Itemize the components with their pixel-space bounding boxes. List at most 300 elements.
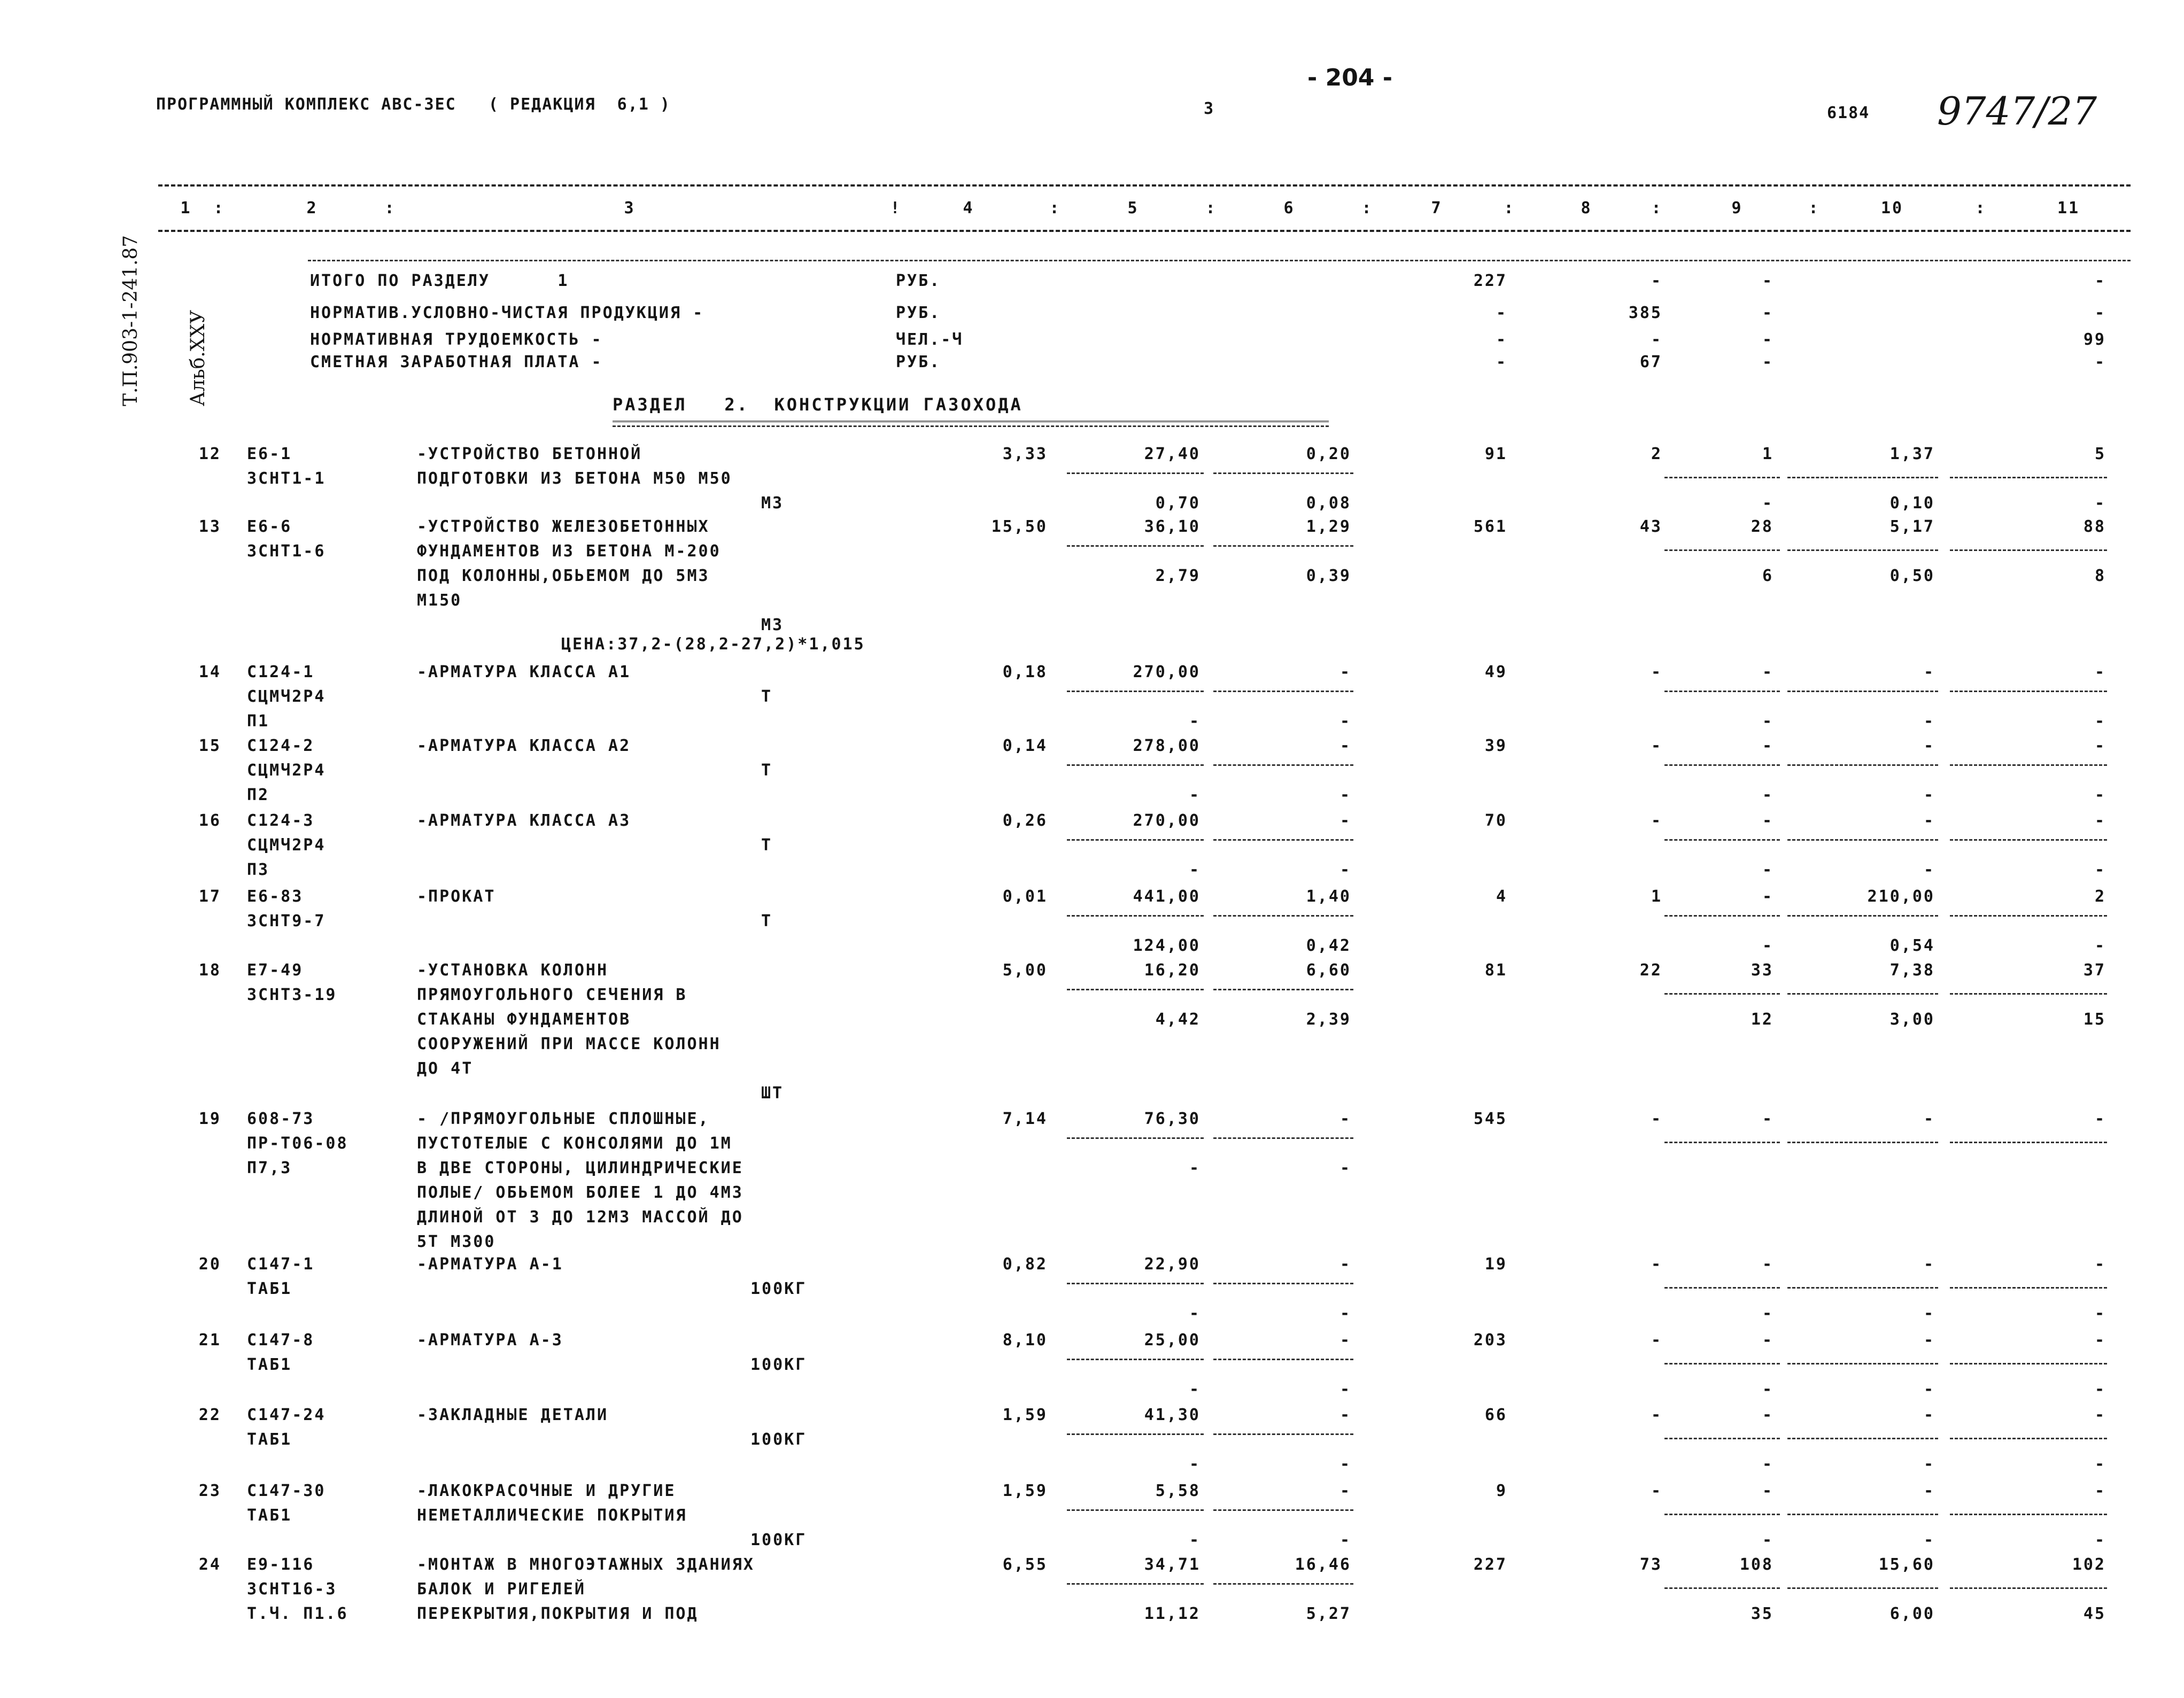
row-labor-total: - (2094, 1110, 2106, 1128)
column-header-19: : (1975, 199, 1987, 218)
row-unit-wage: - (1339, 1110, 1351, 1128)
row-subline-col11 (1950, 1287, 2107, 1289)
row-description: -МОНТАЖ В МНОГОЭТАЖНЫХ ЗДАНИЯХ (417, 1555, 755, 1574)
row-subline-col5 (1067, 839, 1204, 841)
row-unit-price: 270,00 (1133, 663, 1201, 681)
row-labor-total-machine: - (2094, 1455, 2106, 1474)
row-description: БАЛОК И РИГЕЛЕЙ (417, 1580, 586, 1599)
row-net-output: 43 (1639, 517, 1662, 536)
totals-unit: РУБ. (896, 353, 941, 371)
row-total-cost: 227 (1473, 1555, 1507, 1574)
row-subline-col11 (1950, 549, 2107, 551)
row-unit-price: 34,71 (1144, 1555, 1201, 1574)
row-subline-col11 (1950, 1587, 2107, 1589)
row-total-wage: 28 (1751, 517, 1773, 536)
row-total-wage: - (1762, 1331, 1773, 1350)
row-code: ТАБ1 (247, 1280, 292, 1298)
row-code: П2 (247, 786, 270, 804)
column-header-17: : (1808, 199, 1820, 218)
row-net-output: 22 (1639, 961, 1662, 980)
row-unit: 100КГ (750, 1430, 807, 1449)
row-description: СТАКАНЫ ФУНДАМЕНТОВ (417, 1010, 631, 1029)
row-labor-total: - (2094, 1331, 2106, 1350)
totals-col7: - (1496, 304, 1507, 322)
row-labor-unit: 1,37 (1889, 445, 1935, 463)
row-machine-wage: 12 (1751, 1010, 1773, 1029)
row-subline-col5 (1067, 545, 1204, 547)
row-machine-wage: 35 (1751, 1604, 1773, 1623)
row-labor-total: 88 (2083, 517, 2106, 536)
row-quantity: 6,55 (1002, 1555, 1048, 1574)
row-code: П7,3 (247, 1159, 292, 1177)
row-subline-col11 (1950, 1438, 2107, 1439)
row-number: 24 (198, 1555, 221, 1574)
row-machine-wage: - (1762, 860, 1773, 879)
row-subline-col10 (1787, 1142, 1938, 1143)
row-labor-unit: - (1923, 663, 1935, 681)
row-unit: Т (761, 836, 773, 855)
row-net-output: 73 (1639, 1555, 1662, 1574)
row-description: -АРМАТУРА А-1 (417, 1255, 563, 1274)
row-unit-price-machine: - (1189, 860, 1201, 879)
row-labor-total-machine: 15 (2083, 1010, 2106, 1029)
program-title: ПРОГРАММНЫЙ КОМПЛЕКС АВС-3ЕС ( РЕДАКЦИЯ 6,1 ) (156, 95, 671, 114)
row-unit-price-machine: - (1189, 1304, 1201, 1323)
row-labor-total-machine: - (2094, 936, 2106, 955)
row-subline-col9 (1664, 764, 1780, 766)
row-total-cost: 561 (1473, 517, 1507, 536)
row-machine-wage: - (1762, 786, 1773, 804)
row-code: Е9-116 (247, 1555, 315, 1574)
row-unit-wage-machine: 0,42 (1306, 936, 1351, 955)
row-labor-unit-machine: 6,00 (1889, 1604, 1935, 1623)
row-net-output: - (1651, 811, 1662, 830)
row-quantity: 0,18 (1002, 663, 1048, 681)
row-total-wage: - (1762, 663, 1773, 681)
row-description: -АРМАТУРА КЛАССА А3 (417, 811, 631, 830)
row-net-output: - (1651, 1406, 1662, 1424)
column-header-18: 10 (1880, 199, 1904, 218)
row-code: С147-8 (247, 1331, 315, 1350)
row-unit: М3 (761, 494, 784, 513)
row-subline-col6 (1213, 1509, 1353, 1511)
row-labor-total: - (2094, 811, 2106, 830)
row-labor-total: - (2094, 663, 2106, 681)
row-unit-wage: - (1339, 1482, 1351, 1500)
row-number: 23 (198, 1482, 221, 1500)
row-total-cost: 91 (1484, 445, 1507, 463)
row-unit-price-machine: 4,42 (1155, 1010, 1201, 1029)
row-description: ПЕРЕКРЫТИЯ,ПОКРЫТИЯ И ПОД (417, 1604, 699, 1623)
row-total-wage: - (1762, 811, 1773, 830)
row-unit-price-machine: 0,70 (1155, 494, 1201, 513)
row-unit-price: 278,00 (1133, 736, 1201, 755)
column-header-9: : (1205, 199, 1217, 218)
column-header-16: 9 (1731, 199, 1743, 218)
column-header-11: : (1361, 199, 1373, 218)
row-unit-wage: 16,46 (1295, 1555, 1351, 1574)
row-subline-col9 (1664, 1587, 1780, 1589)
row-subline-col5 (1067, 1137, 1204, 1139)
row-description: -УСТАНОВКА КОЛОНН (417, 961, 609, 980)
row-code: ЗСНТ16-3 (247, 1580, 337, 1599)
row-subline-col6 (1213, 915, 1353, 917)
row-labor-total-machine: - (2094, 712, 2106, 731)
row-code: ЗСНТ1-1 (247, 469, 326, 488)
row-total-cost: 203 (1473, 1331, 1507, 1350)
row-unit-wage-machine: 0,08 (1306, 494, 1351, 513)
row-number: 22 (198, 1406, 221, 1424)
row-quantity: 3,33 (1002, 445, 1048, 463)
row-code: С124-1 (247, 663, 315, 681)
row-unit-price: 441,00 (1133, 887, 1201, 906)
totals-col9: - (1762, 353, 1773, 371)
row-labor-total: - (2094, 1255, 2106, 1274)
row-unit-wage: - (1339, 1331, 1351, 1350)
row-labor-total: 37 (2083, 961, 2106, 980)
row-quantity: 0,82 (1002, 1255, 1048, 1274)
row-subline-col9 (1664, 915, 1780, 917)
row-labor-unit: - (1923, 1406, 1935, 1424)
totals-col11: - (2094, 304, 2106, 322)
row-subline-col5 (1067, 764, 1204, 766)
totals-top-rule (308, 260, 2131, 261)
row-description: -ПРОКАТ (417, 887, 496, 906)
totals-label: СМЕТНАЯ ЗАРАБОТНАЯ ПЛАТА - (310, 353, 603, 371)
column-header-14: 8 (1581, 199, 1592, 218)
totals-col8: - (1651, 272, 1662, 290)
row-unit: 100КГ (750, 1355, 807, 1374)
totals-col8: - (1651, 330, 1662, 349)
row-subline-col11 (1950, 839, 2107, 841)
row-subline-col9 (1664, 1514, 1780, 1515)
column-header-8: 5 (1127, 199, 1139, 218)
row-number: 20 (198, 1255, 221, 1274)
row-labor-unit-machine: 0,50 (1889, 567, 1935, 585)
totals-col11: - (2094, 272, 2106, 290)
row-unit-price-machine: 11,12 (1144, 1604, 1201, 1623)
row-code: ЗСНТ1-6 (247, 542, 326, 561)
row-subline-col10 (1787, 1587, 1938, 1589)
section-title-underline (613, 421, 1329, 427)
column-header-5: ! (890, 199, 902, 218)
row-number: 19 (198, 1110, 221, 1128)
row-subline-col10 (1787, 1514, 1938, 1515)
row-unit-wage: 1,29 (1306, 517, 1351, 536)
totals-col8: 67 (1639, 353, 1662, 371)
row-description: -АРМАТУРА КЛАССА А2 (417, 736, 631, 755)
row-unit-wage-machine: - (1339, 860, 1351, 879)
row-subline-col6 (1213, 1283, 1353, 1284)
row-description: ДО 4Т (417, 1059, 474, 1078)
row-unit-wage: 6,60 (1306, 961, 1351, 980)
row-machine-wage: - (1762, 494, 1773, 513)
row-unit-price: 25,00 (1144, 1331, 1201, 1350)
column-header-1: : (213, 199, 225, 218)
row-unit-wage-machine: - (1339, 1531, 1351, 1549)
row-net-output: 2 (1651, 445, 1662, 463)
row-code: ПР-Т06-08 (247, 1134, 348, 1153)
row-labor-unit-machine: - (1923, 1380, 1935, 1399)
totals-col7: 227 (1473, 272, 1507, 290)
row-subline-col10 (1787, 915, 1938, 917)
side-label-line-1: Т.П.903-1-241.87 (120, 235, 142, 406)
row-number: 17 (198, 887, 221, 906)
row-unit-wage: - (1339, 663, 1351, 681)
row-unit: ШТ (761, 1084, 784, 1103)
row-total-wage: - (1762, 1482, 1773, 1500)
row-labor-total-machine: - (2094, 494, 2106, 513)
row-total-wage: - (1762, 1406, 1773, 1424)
row-unit-wage-machine: - (1339, 786, 1351, 804)
row-unit-price: 27,40 (1144, 445, 1201, 463)
row-labor-total: 102 (2072, 1555, 2106, 1574)
row-description: ДЛИНОЙ ОТ 3 ДО 12М3 МАССОЙ ДО (417, 1208, 744, 1227)
row-subline-col11 (1950, 993, 2107, 995)
row-unit-wage-machine: - (1339, 1304, 1351, 1323)
row-code: С147-1 (247, 1255, 315, 1274)
row-total-wage: 33 (1751, 961, 1773, 980)
row-description: -ЛАКОКРАСОЧНЫЕ И ДРУГИЕ (417, 1482, 676, 1500)
row-subline-col10 (1787, 1363, 1938, 1364)
row-description: -АРМАТУРА КЛАССА А1 (417, 663, 631, 681)
row-code: ТАБ1 (247, 1430, 292, 1449)
row-unit-wage-machine: - (1339, 1380, 1351, 1399)
row-code: П1 (247, 712, 270, 731)
row-unit: Т (761, 912, 773, 931)
row-subline-col11 (1950, 691, 2107, 692)
row-description: -УСТРОЙСТВО БЕТОННОЙ (417, 445, 642, 463)
handwritten-number: 9747/27 (1937, 89, 2097, 134)
row-subline-col6 (1213, 691, 1353, 692)
row-total-wage: - (1762, 1255, 1773, 1274)
row-subline-col5 (1067, 989, 1204, 990)
row-unit-price: 5,58 (1155, 1482, 1201, 1500)
row-machine-wage: - (1762, 1531, 1773, 1549)
row-number: 16 (198, 811, 221, 830)
row-total-cost: 49 (1484, 663, 1507, 681)
column-header-7: : (1049, 199, 1061, 218)
row-unit-price: 16,20 (1144, 961, 1201, 980)
row-subline-col10 (1787, 691, 1938, 692)
row-total-cost: 9 (1496, 1482, 1507, 1500)
column-header-0: 1 (180, 199, 192, 218)
row-description: - /ПРЯМОУГОЛЬНЫЕ СПЛОШНЫЕ, (417, 1110, 710, 1128)
row-unit-price-machine: - (1189, 1380, 1201, 1399)
row-code: С124-2 (247, 736, 315, 755)
totals-unit: РУБ. (896, 304, 941, 322)
row-net-output: - (1651, 736, 1662, 755)
row-total-cost: 545 (1473, 1110, 1507, 1128)
row-total-cost: 70 (1484, 811, 1507, 830)
row-description: ПОД КОЛОННЫ,ОБЬЕМОМ ДО 5М3 (417, 567, 710, 585)
row-description: -АРМАТУРА А-3 (417, 1331, 563, 1350)
row-unit-price-machine: 2,79 (1155, 567, 1201, 585)
row-quantity: 1,59 (1002, 1482, 1048, 1500)
row-unit-wage: - (1339, 1406, 1351, 1424)
row-unit-wage-machine: 5,27 (1306, 1604, 1351, 1623)
row-machine-wage: - (1762, 936, 1773, 955)
row-quantity: 0,26 (1002, 811, 1048, 830)
row-subline-col11 (1950, 1142, 2107, 1143)
row-total-cost: 39 (1484, 736, 1507, 755)
row-subline-col5 (1067, 472, 1204, 474)
row-net-output: - (1651, 1255, 1662, 1274)
row-subline-col5 (1067, 1509, 1204, 1511)
row-labor-total: - (2094, 1482, 2106, 1500)
row-machine-wage: 6 (1762, 567, 1773, 585)
row-subline-col9 (1664, 1438, 1780, 1439)
row-subline-col9 (1664, 993, 1780, 995)
row-subline-col5 (1067, 691, 1204, 692)
row-description: -ЗАКЛАДНЫЕ ДЕТАЛИ (417, 1406, 609, 1424)
totals-label: НОРМАТИВНАЯ ТРУДОЕМКОСТЬ - (310, 330, 603, 349)
row-description: ПРЯМОУГОЛЬНОГО СЕЧЕНИЯ В (417, 986, 687, 1004)
row-code: Т.Ч. П1.6 (247, 1604, 348, 1623)
row-description: 5Т М300 (417, 1232, 496, 1251)
page-number: - 204 - (1307, 64, 1393, 91)
row-subline-col6 (1213, 1359, 1353, 1360)
row-unit-price: 36,10 (1144, 517, 1201, 536)
row-code: С147-24 (247, 1406, 326, 1424)
totals-unit: РУБ. (896, 272, 941, 290)
row-unit-price: 41,30 (1144, 1406, 1201, 1424)
row-price-note: ЦЕНА:37,2-(28,2-27,2)*1,015 (561, 635, 865, 654)
row-labor-total: 2 (2094, 887, 2106, 906)
row-subline-col5 (1067, 1283, 1204, 1284)
row-subline-col6 (1213, 1433, 1353, 1435)
row-subline-col9 (1664, 1287, 1780, 1289)
row-code: СЦМЧ2Р4 (247, 687, 326, 706)
row-labor-total-machine: 8 (2094, 567, 2106, 585)
row-total-cost: 4 (1496, 887, 1507, 906)
row-subline-col11 (1950, 915, 2107, 917)
row-code: ТАБ1 (247, 1506, 292, 1525)
totals-col9: - (1762, 304, 1773, 322)
row-unit-wage-machine: - (1339, 1455, 1351, 1474)
row-unit-wage-machine: - (1339, 1159, 1351, 1177)
row-labor-unit: - (1923, 1331, 1935, 1350)
row-subline-col11 (1950, 477, 2107, 478)
row-labor-total-machine: - (2094, 860, 2106, 879)
table-top-rule (158, 184, 2131, 187)
column-header-13: : (1504, 199, 1515, 218)
row-subline-col10 (1787, 1287, 1938, 1289)
row-unit-wage: 0,20 (1306, 445, 1351, 463)
totals-col9: - (1762, 330, 1773, 349)
row-unit-price-machine: - (1189, 1455, 1201, 1474)
row-subline-col9 (1664, 549, 1780, 551)
row-machine-wage: - (1762, 1304, 1773, 1323)
row-unit-price-machine: - (1189, 1531, 1201, 1549)
row-code: ЗСНТ9-7 (247, 912, 326, 931)
row-description: -УСТРОЙСТВО ЖЕЛЕЗОБЕТОННЫХ (417, 517, 710, 536)
row-labor-unit: 210,00 (1867, 887, 1935, 906)
row-subline-col10 (1787, 993, 1938, 995)
row-quantity: 5,00 (1002, 961, 1048, 980)
row-unit: М3 (761, 616, 784, 634)
row-code: Е6-1 (247, 445, 292, 463)
row-machine-wage: - (1762, 712, 1773, 731)
row-labor-unit-machine: - (1923, 1304, 1935, 1323)
row-machine-wage: - (1762, 1455, 1773, 1474)
row-code: СЦМЧ2Р4 (247, 836, 326, 855)
row-labor-unit-machine: - (1923, 860, 1935, 879)
row-subline-col10 (1787, 764, 1938, 766)
row-description: НЕМЕТАЛЛИЧЕСКИЕ ПОКРЫТИЯ (417, 1506, 687, 1525)
row-total-cost: 19 (1484, 1255, 1507, 1274)
totals-col11: 99 (2083, 330, 2106, 349)
row-code: С147-30 (247, 1482, 326, 1500)
row-subline-col5 (1067, 915, 1204, 917)
row-subline-col6 (1213, 472, 1353, 474)
row-description: ПУСТОТЕЛЫЕ С КОНСОЛЯМИ ДО 1М (417, 1134, 732, 1153)
row-subline-col6 (1213, 545, 1353, 547)
row-code: СЦМЧ2Р4 (247, 761, 326, 780)
row-subline-col11 (1950, 764, 2107, 766)
row-labor-total-machine: - (2094, 1304, 2106, 1323)
row-number: 18 (198, 961, 221, 980)
row-subline-col6 (1213, 989, 1353, 990)
row-labor-total: 5 (2094, 445, 2106, 463)
document-code: 6184 (1827, 104, 1870, 122)
column-header-6: 4 (963, 199, 974, 218)
row-unit-wage: - (1339, 736, 1351, 755)
row-labor-total: - (2094, 1406, 2106, 1424)
table-header-rule (158, 230, 2131, 232)
row-labor-unit: 15,60 (1878, 1555, 1935, 1574)
row-total-cost: 66 (1484, 1406, 1507, 1424)
row-unit-price: 270,00 (1133, 811, 1201, 830)
totals-label: НОРМАТИВ.УСЛОВНО-ЧИСТАЯ ПРОДУКЦИЯ - (310, 304, 704, 322)
side-album-label (75, 235, 232, 406)
row-code: Е6-6 (247, 517, 292, 536)
row-unit-price: 22,90 (1144, 1255, 1201, 1274)
row-number: 13 (198, 517, 221, 536)
row-quantity: 0,14 (1002, 736, 1048, 755)
row-labor-total-machine: - (2094, 786, 2106, 804)
sheet-number: 3 (1204, 99, 1215, 118)
row-description: ПОЛЫЕ/ ОБЬЕМОМ БОЛЕЕ 1 ДО 4М3 (417, 1183, 744, 1202)
row-subline-col10 (1787, 1438, 1938, 1439)
row-unit-wage-machine: 0,39 (1306, 567, 1351, 585)
row-labor-unit: - (1923, 1110, 1935, 1128)
row-subline-col6 (1213, 839, 1353, 841)
row-description: ПОДГОТОВКИ ИЗ БЕТОНА М50 М50 (417, 469, 732, 488)
row-labor-unit-machine: - (1923, 1455, 1935, 1474)
row-unit-price-machine: - (1189, 1159, 1201, 1177)
row-unit: 100КГ (750, 1531, 807, 1549)
row-unit-wage-machine: 2,39 (1306, 1010, 1351, 1029)
row-quantity: 15,50 (991, 517, 1048, 536)
row-unit: 100КГ (750, 1280, 807, 1298)
row-unit-wage: - (1339, 1255, 1351, 1274)
row-machine-wage: - (1762, 1380, 1773, 1399)
column-header-10: 6 (1283, 199, 1295, 218)
row-quantity: 1,59 (1002, 1406, 1048, 1424)
row-subline-col9 (1664, 691, 1780, 692)
column-header-4: 3 (624, 199, 636, 218)
row-subline-col5 (1067, 1359, 1204, 1360)
row-total-wage: 108 (1739, 1555, 1773, 1574)
totals-col8: 385 (1628, 304, 1662, 322)
column-header-3: : (384, 199, 396, 218)
row-unit-price: 76,30 (1144, 1110, 1201, 1128)
row-quantity: 7,14 (1002, 1110, 1048, 1128)
row-code: ТАБ1 (247, 1355, 292, 1374)
row-labor-unit: - (1923, 736, 1935, 755)
row-unit-wage: 1,40 (1306, 887, 1351, 906)
